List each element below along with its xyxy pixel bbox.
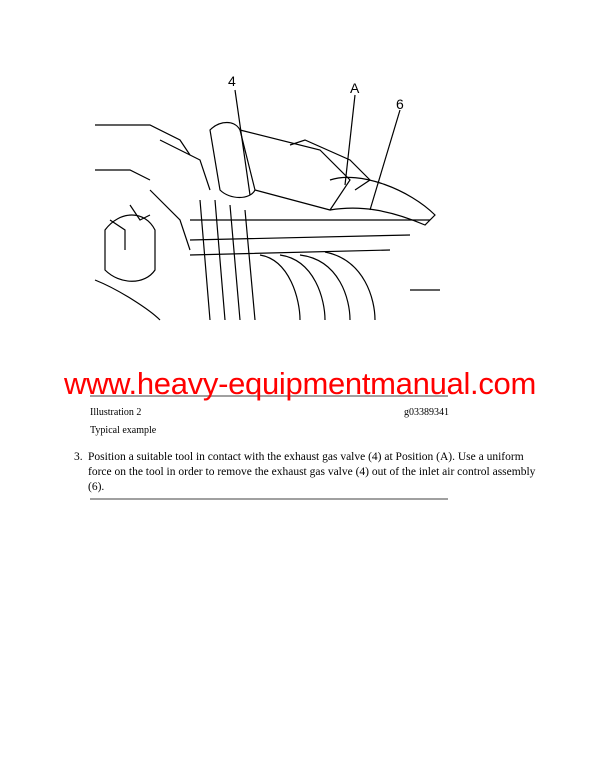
step-number: 3. xyxy=(74,451,83,463)
callout-a: A xyxy=(350,80,360,96)
divider xyxy=(90,498,448,500)
step-text: Position a suitable tool in contact with the exhaust gas valve (4) at Position (A). Use a uniform force on the tool in order to remove the exhaust gas valve (4) out of the inlet air control assembly (6). xyxy=(88,451,536,493)
watermark: www.heavy-equipmentmanual.com xyxy=(63,366,537,401)
illustration-id: g03389341 xyxy=(404,407,449,418)
illustration-label: Illustration 2 xyxy=(90,407,142,418)
illustration-description: Typical example xyxy=(90,425,157,436)
callout-6: 6 xyxy=(396,96,404,112)
procedure-step xyxy=(74,450,544,495)
callout-4: 4 xyxy=(228,73,236,89)
